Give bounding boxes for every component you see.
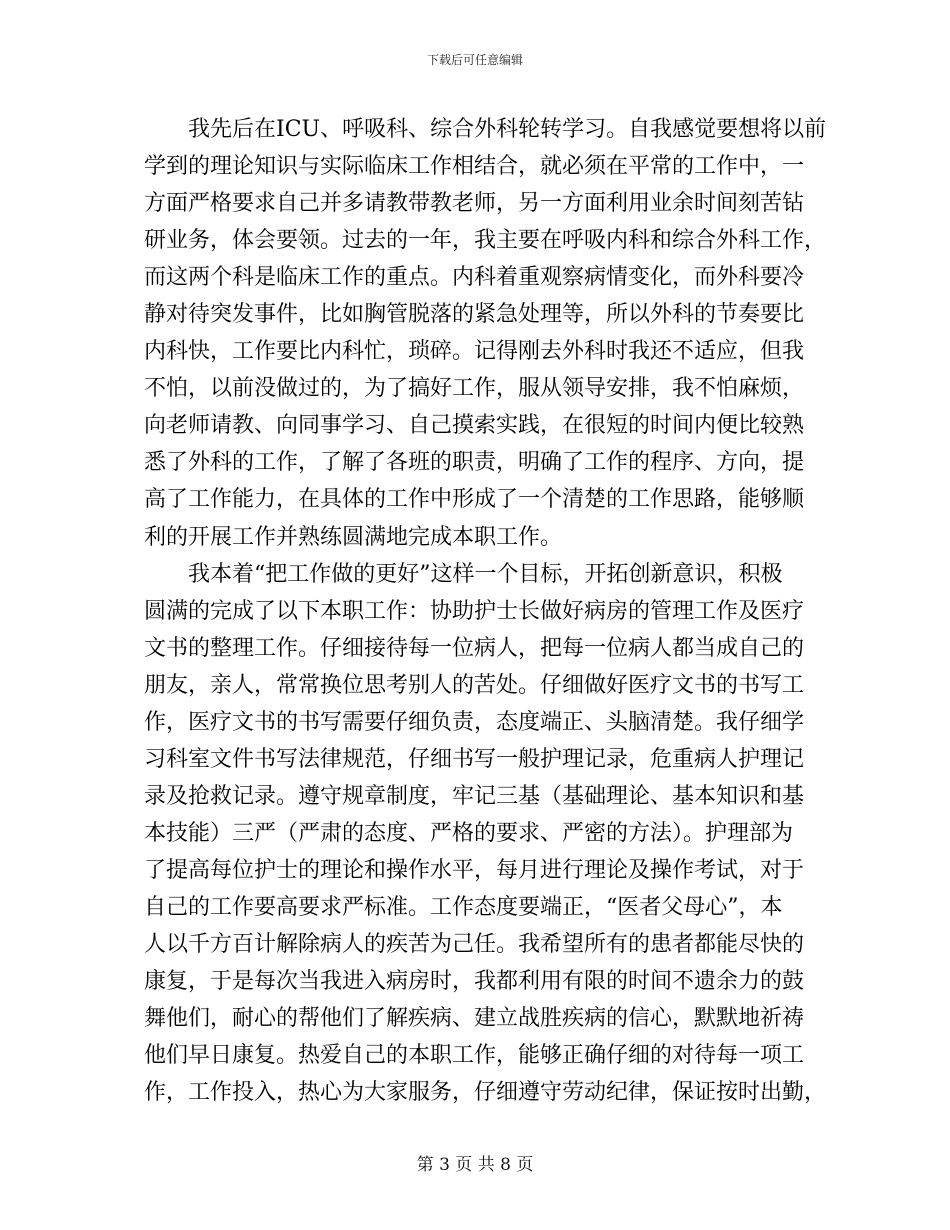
paragraph-2-line: 舞他们，耐心的帮他们了解疾病、建立战胜疾病的信心，默默地祈祷 <box>144 1006 805 1032</box>
paragraph-1-line: 方面严格要求自己并多请教带教老师，另一方面利用业余时间刻苦钻 <box>144 191 805 217</box>
paragraph-1-line: 研业务，体会要领。过去的一年，我主要在呼吸内科和综合外科工作， <box>144 228 827 254</box>
paragraph-2-line: 了提高每位护士的理论和操作水平，每月进行理论及操作考试，对于 <box>144 857 805 883</box>
paragraph-2-line: 作，工作投入，热心为大家服务，仔细遵守劳动纪律，保证按时出勤， <box>144 1080 827 1106</box>
paragraph-1-line: 利的开展工作并熟练圆满地完成本职工作。 <box>144 524 563 550</box>
paragraph-2-line: 自己的工作要高要求严标准。工作态度要端正，“医者父母心”，本 <box>144 894 783 920</box>
paragraph-2-line: 人以千方百计解除病人的疾苦为己任。我希望所有的患者都能尽快的 <box>144 932 805 958</box>
paragraph-1-line: 不怕，以前没做过的，为了搞好工作，服从领导安排，我不怕麻烦， <box>144 376 805 402</box>
paragraph-1-line: 静对待突发事件，比如胸管脱落的紧急处理等，所以外科的节奏要比 <box>144 302 805 328</box>
paragraph-2-line: 我本着“把工作做的更好”这样一个目标，开拓创新意识，积极 <box>188 561 783 587</box>
paragraph-1-line: 内科快，工作要比内科忙，琐碎。记得刚去外科时我还不适应，但我 <box>144 339 805 365</box>
page-header-note: 下载后可任意编辑 <box>426 53 523 67</box>
paragraph-2-line: 朋友，亲人，常常换位思考别人的苦处。仔细做好医疗文书的书写工 <box>144 672 805 698</box>
paragraph-2-line: 圆满的完成了以下本职工作：协助护士长做好病房的管理工作及医疗 <box>144 598 805 624</box>
paragraph-2-line: 作，医疗文书的书写需要仔细负责，态度端正、头脑清楚。我仔细学 <box>144 709 805 735</box>
document-body <box>144 111 827 1111</box>
paragraph-2-line: 录及抢救记录。遵守规章制度，牢记三基（基础理论、基本知识和基 <box>144 783 805 809</box>
paragraph-2-line: 本技能）三严（严肃的态度、严格的要求、严密的方法）。护理部为 <box>144 820 794 846</box>
paragraph-1-line: 学到的理论知识与实际临床工作相结合，就必须在平常的工作中，一 <box>144 154 805 180</box>
paragraph-2-line: 康复，于是每次当我进入病房时，我都利用有限的时间不遗余力的鼓 <box>144 969 805 995</box>
paragraph-2-line: 文书的整理工作。仔细接待每一位病人，把每一位病人都当成自己的 <box>144 635 805 661</box>
paragraph-1-line: 我先后在ICU、呼吸科、综合外科轮转学习。自我感觉要想将以前 <box>188 117 827 142</box>
paragraph-1-line: 向老师请教、向同事学习、自己摸索实践，在很短的时间内便比较熟 <box>144 413 805 439</box>
paragraph-2-line: 习科室文件书写法律规范，仔细书写一般护理记录，危重病人护理记 <box>144 746 805 772</box>
paragraph-1-line: 而这两个科是临床工作的重点。内科着重观察病情变化，而外科要冷 <box>144 265 805 291</box>
paragraph-1-line: 悉了外科的工作，了解了各班的职责，明确了工作的程序、方向，提 <box>144 450 805 476</box>
page-number-footer: 第 3 页 共 8 页 <box>416 1155 534 1175</box>
paragraph-1-line: 高了工作能力，在具体的工作中形成了一个清楚的工作思路，能够顺 <box>144 487 805 513</box>
paragraph-2-line: 他们早日康复。热爱自己的本职工作，能够正确仔细的对待每一项工 <box>144 1043 805 1069</box>
